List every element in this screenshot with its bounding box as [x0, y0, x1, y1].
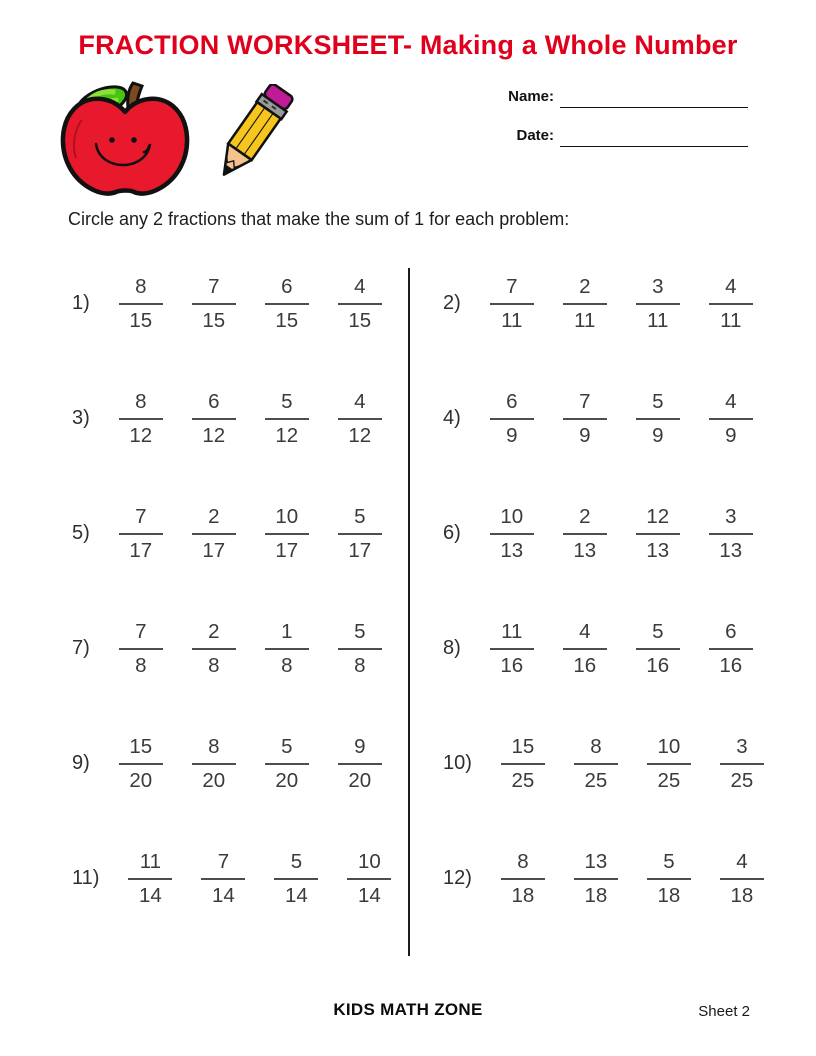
problem	[410, 505, 770, 563]
fraction[interactable]	[709, 275, 753, 333]
fraction-denominator: 18	[730, 883, 754, 907]
fraction-numerator: 8	[192, 735, 236, 765]
fraction[interactable]	[192, 505, 236, 563]
fraction-numerator: 4	[709, 390, 753, 420]
fraction-denominator: 15	[348, 308, 372, 332]
fraction[interactable]	[647, 850, 691, 908]
fraction-denominator: 17	[129, 538, 153, 562]
fraction[interactable]	[119, 390, 163, 448]
fraction-denominator: 18	[584, 883, 608, 907]
problem-number: 2)	[443, 292, 461, 314]
fraction-denominator: 13	[573, 538, 597, 562]
fraction[interactable]	[265, 390, 309, 448]
fraction-numerator: 4	[338, 275, 382, 305]
fraction-numerator: 2	[192, 620, 236, 650]
fraction-denominator: 8	[354, 653, 366, 677]
fraction[interactable]	[563, 620, 607, 678]
fraction[interactable]	[128, 850, 172, 908]
fraction[interactable]	[709, 620, 753, 678]
fraction[interactable]	[490, 390, 534, 448]
fraction[interactable]	[274, 850, 318, 908]
problem	[72, 620, 410, 678]
fraction[interactable]	[636, 390, 680, 448]
instruction-text: Circle any 2 fractions that make the sum of 1 for each problem:	[68, 209, 570, 229]
name-date-block	[508, 86, 748, 164]
problem	[410, 735, 770, 793]
fraction[interactable]	[119, 505, 163, 563]
fraction[interactable]	[192, 390, 236, 448]
fraction[interactable]	[338, 505, 382, 563]
problem	[410, 850, 770, 908]
fraction-numerator: 3	[720, 735, 764, 765]
fraction-denominator: 20	[202, 768, 226, 792]
fraction-numerator: 5	[647, 850, 691, 880]
fraction-denominator: 25	[511, 768, 535, 792]
problem-number: 6)	[443, 522, 461, 544]
fraction-numerator: 4	[720, 850, 764, 880]
fraction[interactable]	[338, 390, 382, 448]
fraction-numerator: 8	[119, 390, 163, 420]
fraction[interactable]	[490, 505, 534, 563]
problem-number: 12)	[443, 867, 472, 889]
problem-number: 3)	[72, 407, 90, 429]
fraction-numerator: 11	[490, 620, 534, 650]
fraction-denominator: 25	[657, 768, 681, 792]
fraction-numerator: 10	[647, 735, 691, 765]
problem-number: 1)	[72, 292, 90, 314]
fraction-denominator: 20	[348, 768, 372, 792]
fraction-numerator: 10	[347, 850, 391, 880]
date-label: Date:	[516, 127, 554, 144]
fraction-numerator: 7	[119, 505, 163, 535]
fraction-numerator: 5	[338, 505, 382, 535]
problems-grid	[72, 246, 770, 936]
fraction-numerator: 15	[501, 735, 545, 765]
fraction[interactable]	[119, 735, 163, 793]
fraction[interactable]	[192, 275, 236, 333]
fraction[interactable]	[119, 275, 163, 333]
fraction[interactable]	[347, 850, 391, 908]
fraction-denominator: 25	[730, 768, 754, 792]
page-title: FRACTION WORKSHEET- Making a Whole Number	[78, 30, 738, 60]
problem	[72, 735, 410, 793]
pencil-icon	[196, 84, 308, 202]
fraction-denominator: 8	[208, 653, 220, 677]
apple-icon	[58, 78, 192, 202]
fraction-numerator: 1	[265, 620, 309, 650]
fraction[interactable]	[563, 390, 607, 448]
fraction-denominator: 18	[657, 883, 681, 907]
fraction-denominator: 16	[719, 653, 743, 677]
fraction-denominator: 11	[720, 308, 742, 332]
fraction-denominator: 15	[202, 308, 226, 332]
fraction-numerator: 6	[709, 620, 753, 650]
fraction-numerator: 13	[574, 850, 618, 880]
fraction-denominator: 11	[501, 308, 523, 332]
fraction-numerator: 10	[265, 505, 309, 535]
fraction-denominator: 14	[139, 883, 162, 907]
problem-number: 5)	[72, 522, 90, 544]
fraction-numerator: 5	[265, 735, 309, 765]
fraction-numerator: 12	[636, 505, 680, 535]
fraction-denominator: 12	[202, 423, 226, 447]
fraction[interactable]	[563, 275, 607, 333]
fraction-denominator: 9	[652, 423, 664, 447]
fraction-numerator: 3	[709, 505, 753, 535]
problem-number: 8)	[443, 637, 461, 659]
fraction-denominator: 14	[285, 883, 308, 907]
fraction-numerator: 10	[490, 505, 534, 535]
fraction[interactable]	[709, 505, 753, 563]
fraction-denominator: 9	[506, 423, 518, 447]
fraction-numerator: 5	[265, 390, 309, 420]
fraction-denominator: 15	[275, 308, 299, 332]
problem-number: 10)	[443, 752, 472, 774]
fraction-numerator: 2	[563, 505, 607, 535]
fraction-denominator: 8	[135, 653, 147, 677]
fraction-numerator: 5	[636, 390, 680, 420]
fraction[interactable]	[338, 275, 382, 333]
problem-number: 7)	[72, 637, 90, 659]
fraction-denominator: 14	[358, 883, 381, 907]
fraction-denominator: 16	[500, 653, 524, 677]
problem-number: 4)	[443, 407, 461, 429]
fraction-denominator: 8	[281, 653, 293, 677]
fraction[interactable]	[636, 620, 680, 678]
fraction-numerator: 2	[563, 275, 607, 305]
problem	[72, 505, 410, 563]
fraction-numerator: 7	[192, 275, 236, 305]
fraction-denominator: 15	[129, 308, 153, 332]
fraction[interactable]	[720, 735, 764, 793]
fraction-denominator: 13	[500, 538, 524, 562]
fraction[interactable]	[265, 275, 309, 333]
fraction-numerator: 5	[338, 620, 382, 650]
fraction-numerator: 7	[490, 275, 534, 305]
fraction-numerator: 5	[274, 850, 318, 880]
problem	[410, 620, 770, 678]
problem-number: 11)	[72, 867, 100, 889]
problem	[72, 275, 410, 333]
fraction[interactable]	[636, 275, 680, 333]
fraction-numerator: 11	[128, 850, 172, 880]
name-label: Name:	[508, 88, 554, 105]
fraction-denominator: 20	[129, 768, 153, 792]
fraction-denominator: 9	[725, 423, 737, 447]
fraction[interactable]	[338, 735, 382, 793]
fraction[interactable]	[192, 735, 236, 793]
fraction[interactable]	[265, 620, 309, 678]
footer-brand: KIDS MATH ZONE	[333, 1000, 483, 1019]
fraction-numerator: 6	[265, 275, 309, 305]
fraction-numerator: 6	[490, 390, 534, 420]
fraction-numerator: 7	[563, 390, 607, 420]
fraction[interactable]	[636, 505, 680, 563]
fraction[interactable]	[720, 850, 764, 908]
fraction-denominator: 20	[275, 768, 299, 792]
fraction[interactable]	[501, 850, 545, 908]
fraction[interactable]	[265, 735, 309, 793]
fraction-numerator: 3	[636, 275, 680, 305]
sheet-number: Sheet 2	[698, 1003, 750, 1020]
fraction-denominator: 25	[584, 768, 608, 792]
problem-number: 9)	[72, 752, 90, 774]
name-input-line[interactable]	[560, 87, 748, 108]
problem	[410, 390, 770, 448]
fraction-denominator: 9	[579, 423, 591, 447]
fraction-numerator: 4	[563, 620, 607, 650]
fraction[interactable]	[563, 505, 607, 563]
fraction-numerator: 7	[201, 850, 245, 880]
fraction-denominator: 17	[202, 538, 226, 562]
fraction-denominator: 17	[275, 538, 299, 562]
fraction[interactable]	[201, 850, 245, 908]
fraction-denominator: 18	[511, 883, 535, 907]
fraction-denominator: 13	[646, 538, 670, 562]
fraction[interactable]	[490, 620, 534, 678]
date-row	[508, 125, 748, 147]
fraction[interactable]	[709, 390, 753, 448]
fraction-numerator: 4	[338, 390, 382, 420]
fraction-numerator: 4	[709, 275, 753, 305]
fraction-numerator: 15	[119, 735, 163, 765]
fraction-numerator: 5	[636, 620, 680, 650]
fraction-numerator: 8	[501, 850, 545, 880]
fraction[interactable]	[265, 505, 309, 563]
fraction-denominator: 12	[129, 423, 153, 447]
fraction-numerator: 7	[119, 620, 163, 650]
fraction[interactable]	[574, 735, 618, 793]
fraction-numerator: 6	[192, 390, 236, 420]
fraction-denominator: 14	[212, 883, 235, 907]
fraction[interactable]	[501, 735, 545, 793]
fraction-numerator: 2	[192, 505, 236, 535]
problem	[72, 390, 410, 448]
fraction-numerator: 8	[574, 735, 618, 765]
date-input-line[interactable]	[560, 126, 748, 147]
fraction-denominator: 17	[348, 538, 372, 562]
fraction-denominator: 13	[719, 538, 743, 562]
fraction-denominator: 12	[275, 423, 299, 447]
problem	[72, 850, 410, 908]
fraction[interactable]	[119, 620, 163, 678]
fraction-denominator: 11	[574, 308, 596, 332]
fraction-denominator: 12	[348, 423, 372, 447]
fraction[interactable]	[647, 735, 691, 793]
fraction-numerator: 9	[338, 735, 382, 765]
problem	[410, 275, 770, 333]
fraction[interactable]	[192, 620, 236, 678]
fraction-numerator: 8	[119, 275, 163, 305]
fraction[interactable]	[338, 620, 382, 678]
fraction[interactable]	[574, 850, 618, 908]
fraction-denominator: 16	[646, 653, 670, 677]
fraction[interactable]	[490, 275, 534, 333]
name-row	[508, 86, 748, 108]
fraction-denominator: 16	[573, 653, 597, 677]
fraction-denominator: 11	[647, 308, 669, 332]
